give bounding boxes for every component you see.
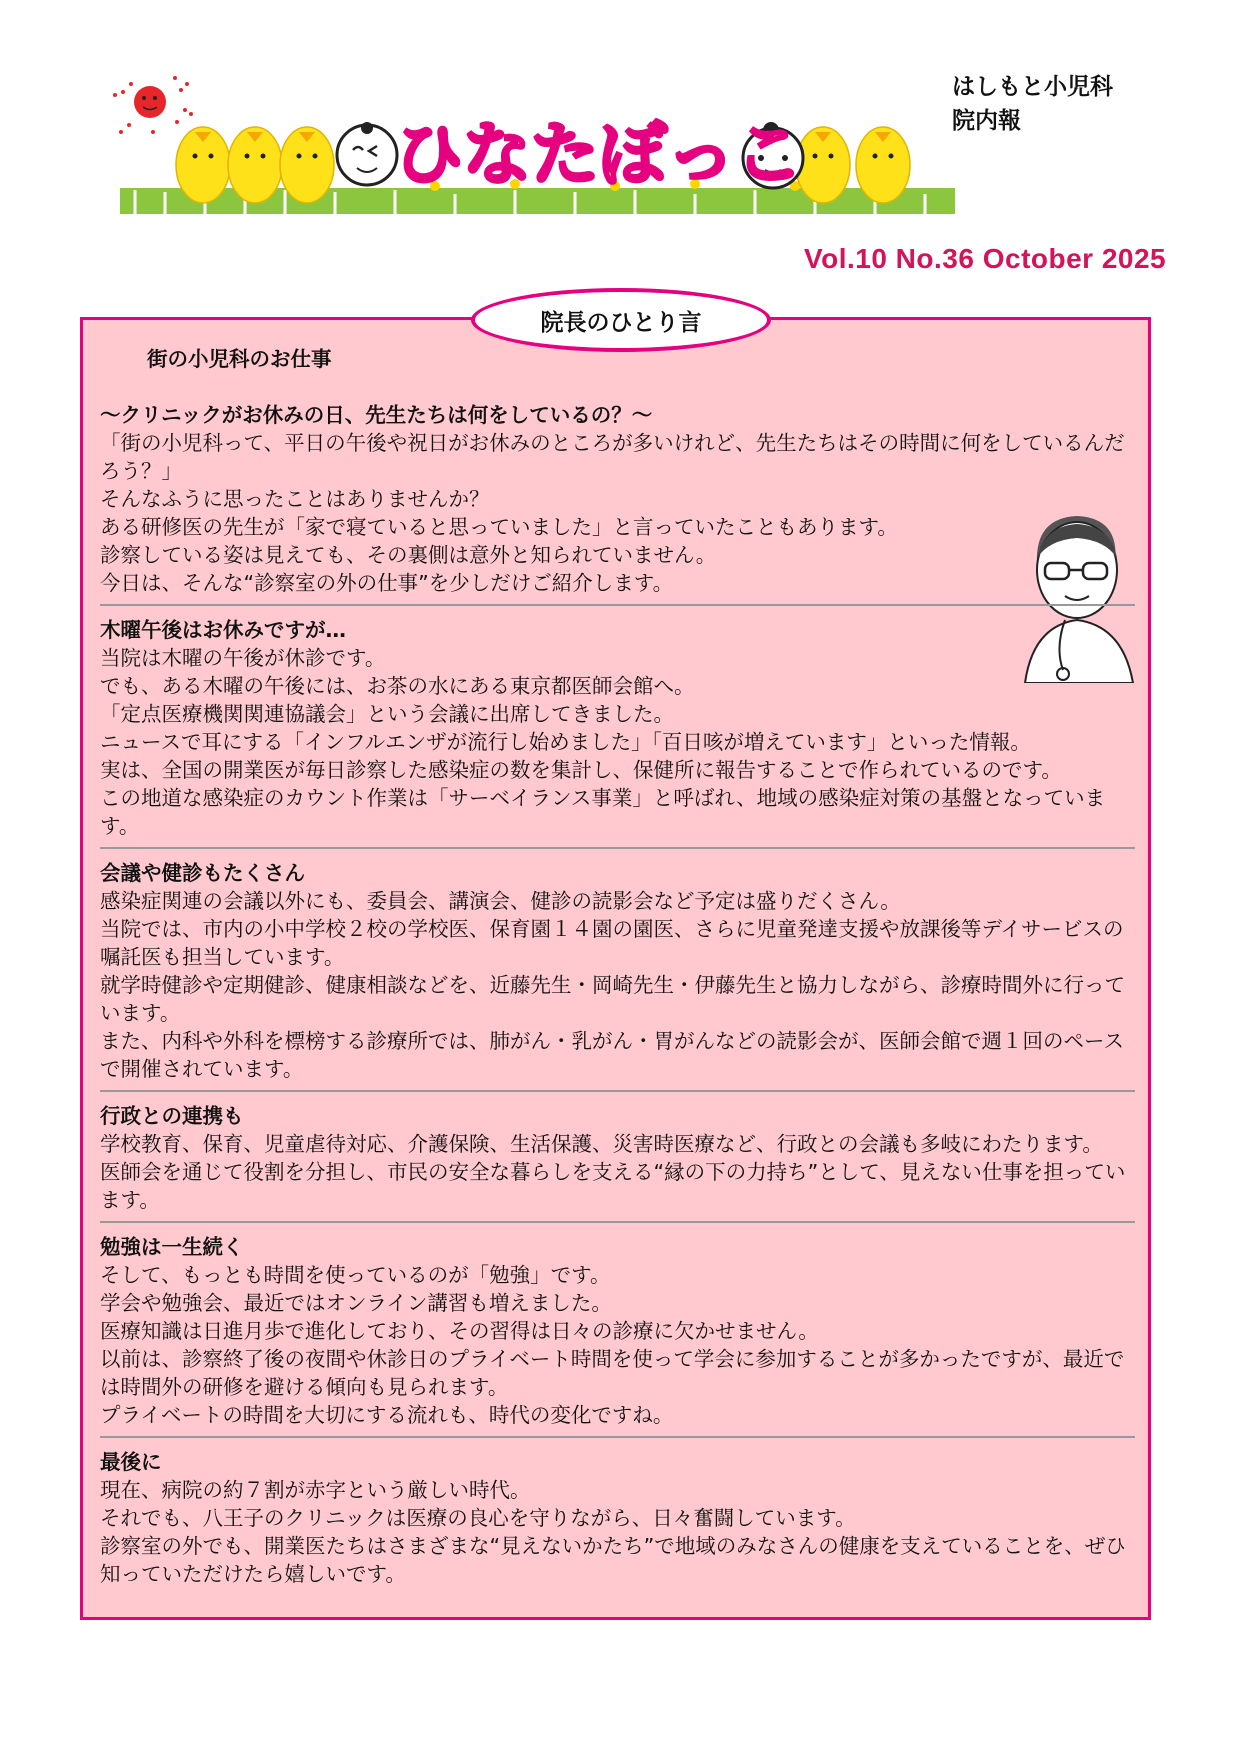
section-line: 学校教育、保育、児童虐待対応、介護保険、生活保護、災害時医療など、行政との会議も多岐にわたります。 xyxy=(100,1132,1103,1156)
section-heading: ～クリニックがお休みの日、先生たちは何をしているの？～ xyxy=(100,403,653,427)
section-line: 今日は、そんな“診察室の外の仕事”を少しだけご紹介します。 xyxy=(100,571,674,595)
section-heading: 最後に xyxy=(100,1450,162,1474)
section-line: 実は、全国の開業医が毎日診察した感染症の数を集計し、保健所に報告することで作られているのです。 xyxy=(100,758,1062,782)
article-title: 街の小児科のお仕事 xyxy=(147,347,332,371)
article-section xyxy=(100,859,1135,1092)
article-section xyxy=(100,1233,1135,1438)
section-line: 就学時健診や定期健診、健康相談などを、近藤先生・岡崎先生・伊藤先生と協力しながら、診療時間外に行っています。 xyxy=(100,973,1125,1025)
section-line: 学会や勉強会、最近ではオンライン講習も増えました。 xyxy=(100,1291,612,1315)
section-line: ある研修医の先生が「家で寝ていると思っていました」と言っていたこともあります。 xyxy=(100,515,898,539)
section-heading: 木曜午後はお休みですが… xyxy=(100,618,346,642)
section-line: そんなふうに思ったことはありませんか？ xyxy=(100,487,490,511)
section-line: 当院では、市内の小中学校２校の学校医、保育園１４園の園医、さらに児童発達支援や放課後等デイサービスの嘱託医も担当しています。 xyxy=(100,917,1124,969)
article-section xyxy=(100,401,1135,606)
clinic-name-block xyxy=(952,70,1113,138)
section-line: この地道な感染症のカウント作業は「サーベイランス事業」と呼ばれ、地域の感染症対策の基盤となっています。 xyxy=(100,786,1106,838)
clinic-name: はしもと小児科 xyxy=(952,74,1113,100)
section-line: 以前は、診察終了後の夜間や休診日のプライベート時間を使って学会に参加することが多かったですが、最近では時間外の研修を避ける傾向も見られます。 xyxy=(100,1347,1125,1399)
section-line: 当院は木曜の午後が休診です。 xyxy=(100,646,386,670)
section-line: でも、ある木曜の午後には、お茶の水にある東京都医師会館へ。 xyxy=(100,674,695,698)
section-line: 医師会を通じて役割を分担し、市民の安全な暮らしを支える“縁の下の力持ち”として、見えない仕事を担っています。 xyxy=(100,1160,1126,1212)
section-line: そして、もっとも時間を使っているのが「勉強」です。 xyxy=(100,1263,611,1287)
section-line: 医療知識は日進月歩で進化しており、その習得は日々の診療に欠かせません。 xyxy=(100,1319,819,1343)
article-section xyxy=(100,1448,1135,1595)
section-line: 診察している姿は見えても、その裏側は意外と知られていません。 xyxy=(100,543,717,567)
column-label: 院長のひとり言 xyxy=(540,309,702,336)
section-line: 診察室の外でも、開業医たちはさまざまな“見えないかたち”で地域のみなさんの健康を支えていることを、ぜひ知っていただけたら嬉しいです。 xyxy=(100,1534,1126,1586)
masthead-illustration xyxy=(95,70,1095,245)
section-line: それでも、八王子のクリニックは医療の良心を守りながら、日々奮闘しています。 xyxy=(100,1506,856,1530)
section-heading: 勉強は一生続く xyxy=(100,1235,244,1259)
section-line: 現在、病院の約７割が赤字という厳しい時代。 xyxy=(100,1478,531,1502)
section-line: プライベートの時間を大切にする流れも、時代の変化ですね。 xyxy=(100,1403,674,1427)
issue-label: Vol.10 No.36 October 2025 xyxy=(804,243,1167,274)
section-line: 「定点医療機関関連協議会」という会議に出席してきました。 xyxy=(100,702,674,726)
logo-text: ひなたぼっこ xyxy=(395,116,804,195)
article-section xyxy=(100,1102,1135,1223)
section-line: また、内科や外科を標榜する診療所では、肺がん・乳がん・胃がんなどの読影会が、医師会館で週１回のペースで開催されています。 xyxy=(100,1029,1124,1081)
section-heading: 行政との連携も xyxy=(100,1104,244,1128)
article-content xyxy=(100,345,1135,1605)
section-line: 「街の小児科って、平日の午後や祝日がお休みのところが多いけれど、先生たちはその時間に何をしているんだろう？」 xyxy=(100,431,1125,483)
article-section xyxy=(100,616,1135,849)
baby-face-icon xyxy=(337,122,397,185)
section-line: ニュースで耳にする「インフルエンザが流行し始めました」「百日咳が増えています」といった情報。 xyxy=(100,730,1031,754)
section-line: 感染症関連の会議以外にも、委員会、講演会、健診の読影会など予定は盛りだくさん。 xyxy=(100,889,901,913)
section-heading: 会議や健診もたくさん xyxy=(100,861,305,885)
sun-icon xyxy=(113,76,193,134)
newsletter-type: 院内報 xyxy=(952,108,1021,134)
column-label-oval xyxy=(471,288,771,352)
